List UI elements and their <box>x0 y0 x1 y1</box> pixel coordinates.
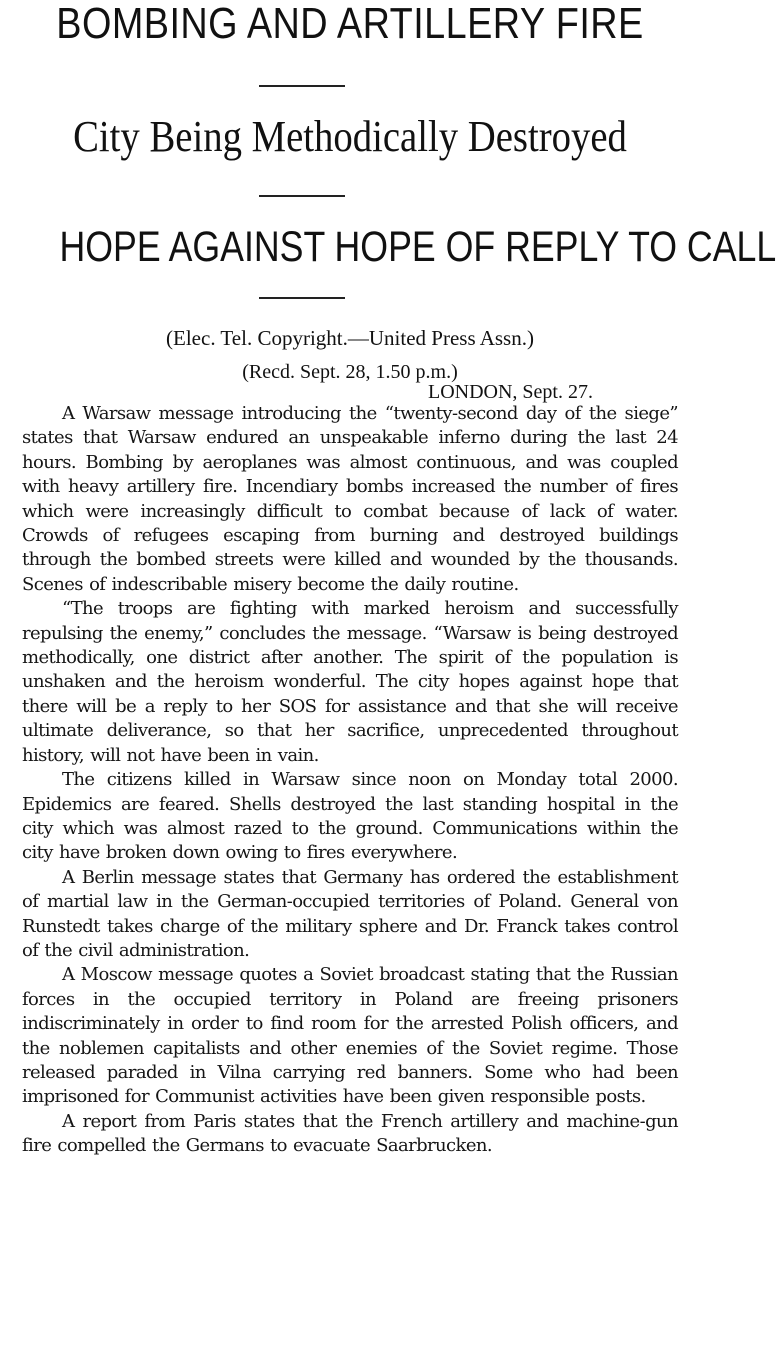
received-credit: (Recd. Sept. 28, 1.50 p.m.) <box>242 361 458 383</box>
headline-divider <box>259 297 345 299</box>
third-headline: HOPE AGAINST HOPE OF REPLY TO CALL <box>59 223 776 271</box>
article-body <box>22 402 678 1159</box>
article-paragraph: A Warsaw message introducing the “twenty-second day of the siege” states that Warsaw endured an unspeakable inferno during the last 24 hours. Bombing by aeroplanes was almost continuous, and was coupled with heavy artillery fire. Incendiary bombs increased the number of fires which were increasingly difficult to combat because of lack of water. Crowds of refugees escaping from burning and destroyed buildings through the bombed streets were killed and wounded by the thousands. Scenes of indescribable misery become the daily routine. <box>22 403 678 595</box>
article-paragraph: A Moscow message quotes a Soviet broadcast stating that the Russian forces in the occupied territory in Poland are freeing prisoners indiscriminately in order to find room for the arrested Polish officers, and the noblemen capitalists and other enemies of the Soviet regime. Those released paraded in Vilna carrying red banners. Some who had been imprisoned for Communist activities have been given responsible posts. <box>22 964 678 1108</box>
article-paragraph: The citizens killed in Warsaw since noon on Monday total 2000. Epidemics are feared. Shells destroyed the last standing hospital in the city which was almost razed to the ground. Communications within the city have broken down owing to fires everywhere. <box>22 769 678 864</box>
headline-divider <box>259 195 345 197</box>
article-paragraph: “The troops are fighting with marked heroism and successfully repulsing the enemy,” concludes the message. “Warsaw is being destroyed methodically, one district after another. The spirit of the population is unshaken and the heroism wonderful. The city hopes against hope that there will be a reply to her SOS for assistance and that she will receive ultimate deliverance, so that her sacrifice, unprecedented throughout history, will not have been in vain. <box>22 598 678 766</box>
article-paragraph: A report from Paris states that the French artillery and machine-gun fire compelled the Germans to evacuate Saarbrucken. <box>22 1110 678 1157</box>
main-headline: BOMBING AND ARTILLERY FIRE <box>56 0 644 48</box>
headline-divider <box>259 85 345 87</box>
article-paragraph: A Berlin message states that Germany has ordered the establishment of martial law in the German-occupied territories of Poland. General von Runstedt takes charge of the military sphere and Dr. Franck takes control of the civil administration. <box>22 866 678 961</box>
copyright-credit: (Elec. Tel. Copyright.—United Press Assn.) <box>166 326 534 350</box>
dateline: LONDON, Sept. 27. <box>428 381 593 403</box>
sub-headline: City Being Methodically Destroyed <box>73 112 627 161</box>
